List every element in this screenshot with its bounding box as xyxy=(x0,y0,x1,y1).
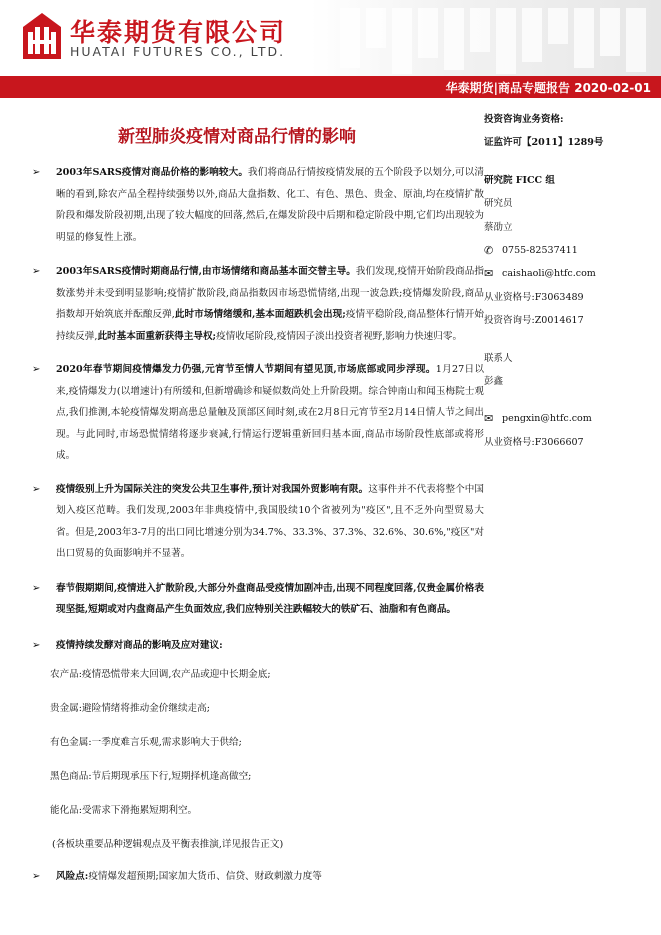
summary-point-4: ➢ 疫情级别上升为国际关注的突发公共卫生事件,预计对我国外贸影响有限。这事件并不代表将整个中国划入疫区范畴。我们发现,2003年非典疫情中,我国股续10个省被列为"疫区",且不乏外向型贸易大省。但是,2003年3-7月的出口同比增速分别为34.7%、33.3%、37.3%、32.6%、30.6%,"疫区"对出口贸易的负面影响并不显著。 xyxy=(32,479,484,565)
risk-point: ➢ 风险点:疫情爆发超预期;国家加大货币、信贷、财政刺激力度等 xyxy=(32,866,484,888)
advice-item-agriculture: 农产品:疫情恐慌带来大回调,农产品或迎中长期金底; xyxy=(50,669,271,680)
header-decoration xyxy=(310,0,661,76)
cert-number-1: 从业资格号:F3063489 xyxy=(484,291,584,303)
arrow-icon: ➢ xyxy=(32,639,41,651)
company-logo xyxy=(22,12,62,60)
email-row-1 xyxy=(484,262,659,285)
summary-point-6: ➢ 疫情持续发酵对商品的影响及应对建议: xyxy=(32,635,484,657)
cert-number-3: 从业资格号:F3066607 xyxy=(484,436,584,448)
arrow-icon: ➢ xyxy=(32,167,41,178)
email-row-2 xyxy=(484,407,659,430)
contact-name: 彭鑫 xyxy=(484,376,504,388)
phone-icon: ✆ xyxy=(484,244,494,258)
company-name-en: HUATAI FUTURES CO., LTD. xyxy=(70,44,286,59)
arrow-icon: ➢ xyxy=(32,483,41,495)
researcher-label: 研究员 xyxy=(484,198,513,210)
arrow-icon: ➢ xyxy=(32,364,41,375)
company-name-cn: 华泰期货有限公司 xyxy=(70,18,287,47)
phone-number: 0755-82537411 xyxy=(502,245,578,257)
institute-name: 研究院 FICC 组 xyxy=(484,174,555,186)
summary-point-1: ➢ 2003年SARS疫情对商品价格的影响较大。我们将商品行情按疫情发展的五个阶段予以划分,可以清晰的看到,除农产品全程持续强势以外,商品大盘指数、化工、有色、黑色、贵金、原油,均在疫情扩散阶段和爆发阶段初期,出现了较大幅度的回落,然后,在爆发阶段中后期和稳定阶段中期,它们均出现较为明显的修复性上涨。 xyxy=(32,162,484,248)
summary-point-5: ➢ 春节假期期间,疫情进入扩散阶段,大部分外盘商品受疫情加剧冲击,出现不同程度回落,仅贵金属价格表现坚挺,短期或对内盘商品产生负面效应,我们应特别关注跌幅较大的铁矿石、油脂和有色商品。 xyxy=(32,578,484,621)
arrow-icon: ➢ xyxy=(32,870,41,882)
qualification-label: 投资咨询业务资格: xyxy=(484,114,564,125)
analyst-sidebar xyxy=(484,108,659,454)
report-body xyxy=(32,162,484,887)
advice-item-nonferrous: 有色金属:一季度难言乐观,需求影响大于供给; xyxy=(50,737,242,748)
email-icon: ✉ xyxy=(484,412,494,426)
advice-item-ferrous: 黑色商品:节后期现承压下行,短期择机逢高做空; xyxy=(50,771,252,782)
advice-item-energy-chemicals: 能化品:受需求下滑拖累短期利空。 xyxy=(50,805,198,816)
summary-point-2: ➢ 2003年SARS疫情时期商品行情,由市场情绪和商品基本面交替主导。我们发现,疫情开始阶段商品指数涨势并未受到明显影响;疫情扩散阶段,商品指数因市场恐慌情绪,出现一波急跌;疫情爆发阶段,商品指数却开始筑底并酝酿反弹,此时市场情绪缓和,基本面超跌机会出现;疫情平稳阶段,商品整体行情开始持续反弹,此时基本面重新获得主导权;疫情收尾阶段,疫情因子淡出投资者视野,影响力快速归零。 xyxy=(32,261,484,347)
phone-row xyxy=(484,239,659,262)
report-tag: 华泰期货|商品专题报告 2020-02-01 xyxy=(445,81,651,95)
report-title: 新型肺炎疫情对商品行情的影响 xyxy=(118,127,356,147)
license-number: 证监许可【2011】1289号 xyxy=(484,137,604,149)
arrow-icon: ➢ xyxy=(32,582,41,594)
email-address-2[interactable]: pengxin@htfc.com xyxy=(502,413,592,425)
summary-point-3: ➢ 2020年春节期间疫情爆发力仍强,元宵节至情人节期间有望见顶,市场底部或同步浮现。1月27日以来,疫情爆发力(以增速计)有所缓和,但新增确诊和疑似数尚处上升阶段期。综合钟南山和闻玉梅院士观点,我们推测,本轮疫情爆发期高患总量触及顶部区间时刻,或在2月8日元宵节至2月14日情人节之间出现。与此同时,市场恐慌情绪将逐步衰减,行情运行逻辑重新回归基本面,商品市场阶段性底部或将形成。 xyxy=(32,359,484,467)
researcher-name: 蔡劭立 xyxy=(484,221,513,233)
arrow-icon: ➢ xyxy=(32,266,41,277)
cert-number-2: 投资咨询号:Z0014617 xyxy=(484,315,584,327)
advice-note: (各板块重要品种逻辑观点及平衡表推演,详见报告正文) xyxy=(52,839,284,850)
advice-item-precious-metals: 贵金属:避险情绪将推动金价继续走高; xyxy=(50,703,210,714)
contact-label: 联系人 xyxy=(484,352,513,364)
email-icon: ✉ xyxy=(484,267,494,281)
email-address-1[interactable]: caishaoli@htfc.com xyxy=(502,268,596,280)
